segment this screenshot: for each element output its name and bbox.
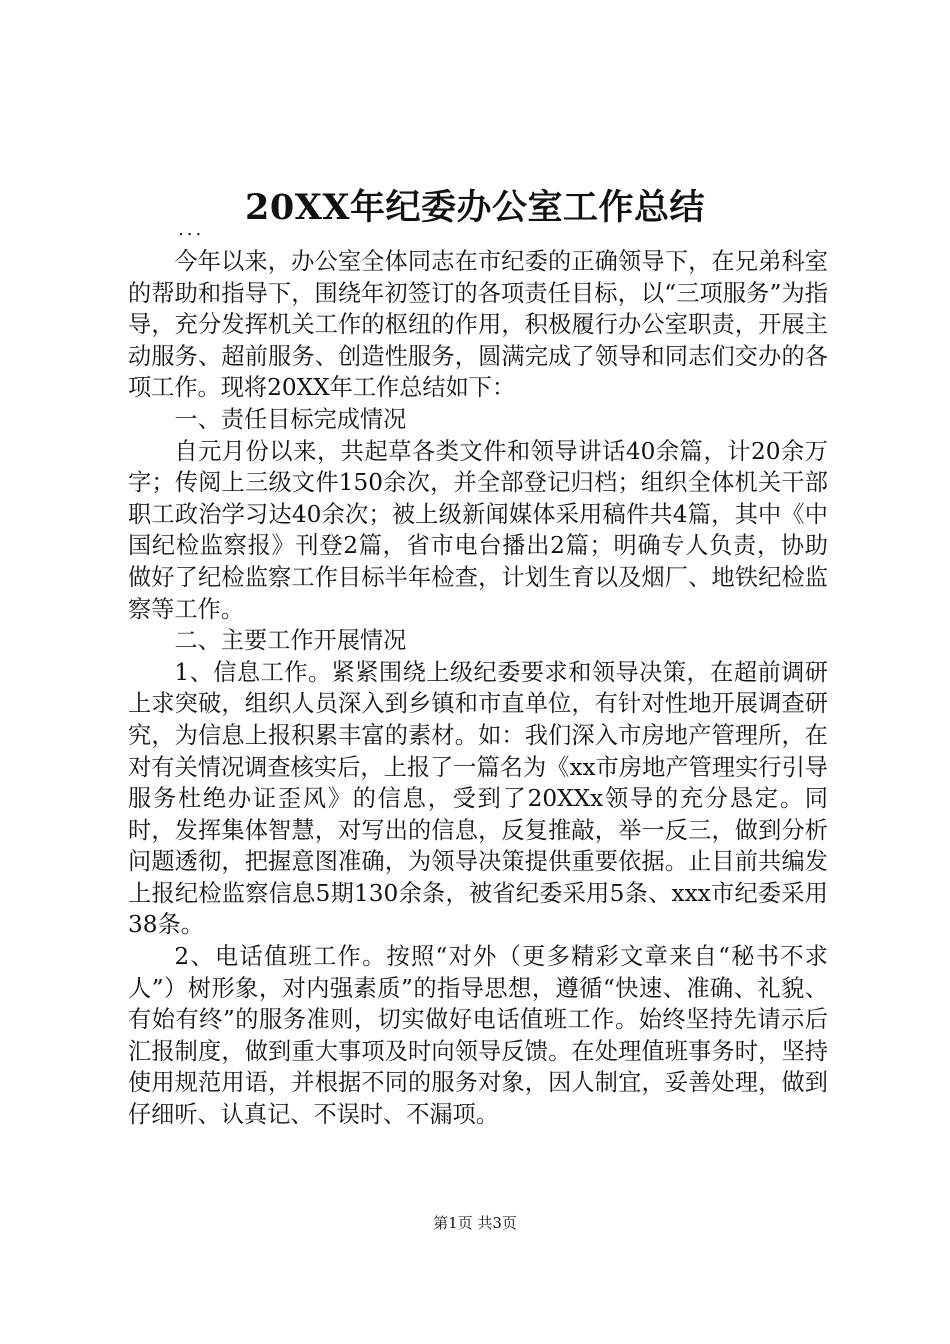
phone-duty-paragraph: 2、电话值班工作。按照“对外（更多精彩文章来自“秘书不求人”）树形象，对内强素质”的指导思想，遵循“快速、准确、礼貌、有始有终”的服务准则，切实做好电话值班工作。始终坚持先请示后汇报制度，做到重大事项及时向领导反馈。在处理值班事务时，坚持使用规范用语，并根据不同的服务对象，因人制宜，妥善处理，做到仔细听、认真记、不误时、不漏项。	[128, 943, 828, 1129]
ellipsis-marker: ...	[178, 219, 205, 240]
section-heading-2: 二、主要工作开展情况	[174, 627, 407, 655]
page-footer: 第1页 共3页	[433, 1214, 517, 1232]
responsibility-paragraph: 自元月份以来，共起草各类文件和领导讲话40余篇，计20余万字；传阅上三级文件150余次，并全部登记归档；组织全体机关干部职工政治学习达40余次；被上级新闻媒体采用稿件共4篇，其中《中国纪检监察报》刊登2篇，省市电台播出2篇；明确专人负责，协助做好了纪检监察工作目标半年检查，计划生育以及烟厂、地铁纪检监察等工作。	[128, 437, 828, 623]
document-body	[128, 246, 828, 1131]
intro-paragraph: 今年以来，办公室全体同志在市纪委的正确领导下，在兄弟科室的帮助和指导下，围绕年初签订的各项责任目标，以“三项服务”为指导，充分发挥机关工作的枢纽的作用，积极履行办公室职责，开展主动服务、超前服务、创造性服务，圆满完成了领导和同志们交办的各项工作。现将20XX年工作总结如下：	[128, 248, 828, 402]
document-title: 20XX年纪委办公室工作总结	[244, 187, 706, 228]
section-heading-1: 一、责任目标完成情况	[174, 405, 407, 433]
information-work-paragraph: 1、信息工作。紧紧围绕上级纪委要求和领导决策，在超前调研上求突破，组织人员深入到乡镇和市直单位，有针对性地开展调查研究，为信息上报积累丰富的素材。如：我们深入市房地产管理所，在对有关情况调查核实后，上报了一篇名为《xx市房地产管理实行引导服务杜绝办证歪风》的信息，受到了20XXx领导的充分恳定。同时，发挥集体智慧，对写出的信息，反复推敲，举一反三，做到分析问题透彻，把握意图准确，为领导决策提供重要依据。止目前共编发上报纪检监察信息5期130余条，被省纪委采用5条、xxx市纪委采用38条。	[128, 658, 828, 939]
